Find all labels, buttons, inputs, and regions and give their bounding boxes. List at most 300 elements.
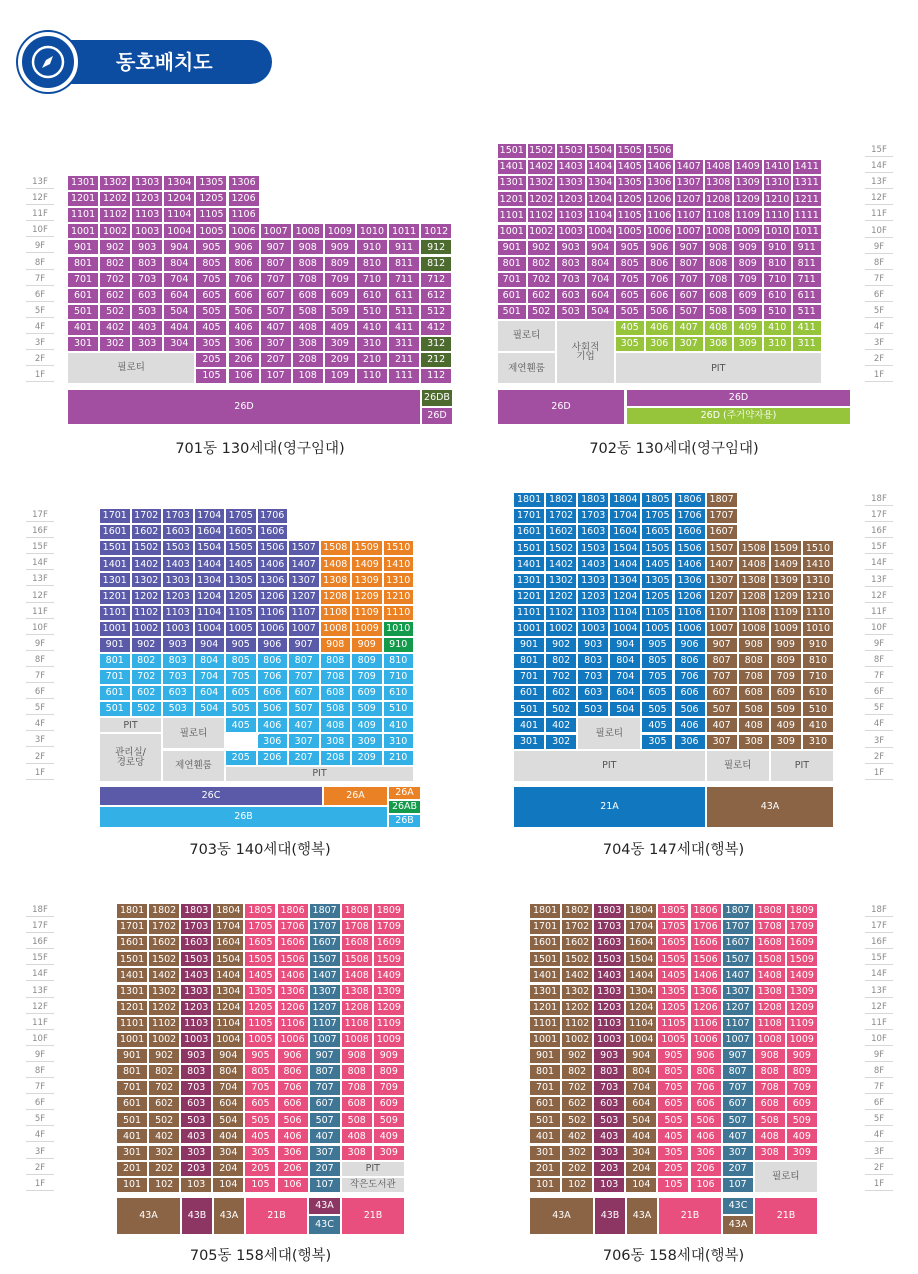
unit-cell: 1609 (786, 935, 818, 951)
unit-cell: 207 (288, 750, 320, 766)
unit-cell: 504 (625, 1112, 657, 1128)
floor-label: 4F (26, 717, 54, 731)
unit-cell: 206 (277, 1161, 309, 1177)
unit-cell: 905 (615, 240, 645, 256)
unit-cell: 1601 (529, 935, 561, 951)
floor-label: 14F (26, 967, 54, 981)
unit-cell: 301 (116, 1145, 148, 1161)
special-block: 43A (706, 786, 834, 828)
unit-cell: 1704 (625, 919, 657, 935)
unit-cell: 703 (180, 1080, 212, 1096)
unit-cell: 1408 (320, 556, 352, 572)
unit-cell: 311 (388, 336, 420, 352)
unit-cell: 105 (244, 1177, 276, 1193)
floor-label: 10F (865, 1032, 893, 1046)
unit-cell: 1207 (288, 589, 320, 605)
special-block: 필로티 (67, 352, 195, 384)
unit-cell: 1706 (277, 919, 309, 935)
unit-cell: 103 (593, 1177, 625, 1193)
unit-cell: 408 (292, 320, 324, 336)
unit-cell: 503 (556, 304, 586, 320)
unit-cell: 1702 (545, 508, 577, 524)
unit-cell: 1608 (754, 935, 786, 951)
unit-cell: 406 (277, 1128, 309, 1144)
unit-cell: 1205 (195, 191, 227, 207)
unit-cell: 1803 (577, 492, 609, 508)
unit-cell: 1406 (674, 556, 706, 572)
unit-cell: 1403 (593, 967, 625, 983)
floor-label: 10F (26, 621, 54, 635)
unit-cell: 1104 (625, 1016, 657, 1032)
special-block: 43A (529, 1197, 594, 1235)
unit-cell: 502 (545, 701, 577, 717)
unit-cell: 602 (99, 288, 131, 304)
unit-cell: 1307 (706, 573, 738, 589)
special-block: 26D (67, 389, 421, 425)
unit-cell: 111 (388, 368, 420, 384)
unit-cell: 701 (529, 1080, 561, 1096)
unit-cell: 407 (288, 717, 320, 733)
unit-cell: 705 (244, 1080, 276, 1096)
unit-cell: 1305 (195, 175, 227, 191)
unit-cell: 502 (99, 304, 131, 320)
unit-cell: 302 (99, 336, 131, 352)
unit-cell: 1205 (615, 191, 645, 207)
unit-cell: 1508 (320, 540, 352, 556)
unit-cell: 304 (625, 1145, 657, 1161)
unit-cell: 1602 (148, 935, 180, 951)
unit-cell: 1305 (641, 573, 673, 589)
unit-cell: 302 (561, 1145, 593, 1161)
unit-cell: 1102 (545, 605, 577, 621)
unit-cell: 312 (420, 336, 452, 352)
unit-cell: 808 (754, 1064, 786, 1080)
unit-cell: 509 (733, 304, 763, 320)
unit-cell: 905 (641, 637, 673, 653)
special-block: 작은도서관 (341, 1177, 405, 1193)
special-block: 43C (722, 1197, 754, 1215)
unit-cell: 205 (195, 352, 227, 368)
unit-cell: 308 (292, 336, 324, 352)
unit-cell: 507 (674, 304, 704, 320)
unit-cell: 504 (609, 701, 641, 717)
unit-cell: 1101 (116, 1016, 148, 1032)
unit-cell: 1308 (341, 984, 373, 1000)
unit-cell: 1102 (527, 207, 557, 223)
unit-cell: 801 (529, 1064, 561, 1080)
unit-cell: 1407 (674, 159, 704, 175)
floor-label: 7F (26, 272, 54, 286)
unit-cell: 409 (373, 1128, 405, 1144)
floor-label: 13F (865, 175, 893, 189)
building-caption: 701동 130세대(영구임대) (175, 441, 345, 457)
unit-cell: 506 (690, 1112, 722, 1128)
unit-cell: 407 (674, 320, 704, 336)
unit-cell: 903 (131, 239, 163, 255)
unit-cell: 1109 (351, 605, 383, 621)
unit-cell: 706 (257, 669, 289, 685)
unit-cell: 902 (561, 1048, 593, 1064)
unit-cell: 1105 (195, 207, 227, 223)
unit-cell: 605 (657, 1096, 689, 1112)
unit-cell: 307 (288, 733, 320, 749)
unit-cell: 1409 (786, 967, 818, 983)
special-block: 43C (308, 1215, 341, 1235)
unit-cell: 1502 (131, 540, 163, 556)
unit-cell: 1207 (674, 191, 704, 207)
unit-cell: 507 (288, 701, 320, 717)
unit-cell: 1006 (277, 1032, 309, 1048)
unit-cell: 1304 (194, 572, 226, 588)
unit-cell: 703 (593, 1080, 625, 1096)
unit-cell: 1807 (309, 903, 341, 919)
unit-cell: 1104 (194, 605, 226, 621)
unit-cell: 1703 (180, 919, 212, 935)
unit-cell: 1001 (497, 224, 527, 240)
unit-cell: 1302 (131, 572, 163, 588)
unit-cell: 510 (356, 304, 388, 320)
unit-cell: 1004 (609, 621, 641, 637)
unit-cell: 503 (577, 701, 609, 717)
unit-cell: 1605 (657, 935, 689, 951)
unit-cell: 203 (180, 1161, 212, 1177)
special-block: PIT (513, 750, 706, 782)
unit-cell: 901 (497, 240, 527, 256)
unit-cell: 809 (770, 653, 802, 669)
unit-cell: 1010 (383, 621, 415, 637)
unit-cell: 708 (738, 669, 770, 685)
unit-cell: 908 (704, 240, 734, 256)
unit-cell: 604 (625, 1096, 657, 1112)
unit-cell: 302 (148, 1145, 180, 1161)
unit-cell: 308 (320, 733, 352, 749)
unit-cell: 1503 (593, 951, 625, 967)
unit-cell: 1202 (148, 1000, 180, 1016)
unit-cell: 1102 (131, 605, 163, 621)
unit-cell: 1008 (754, 1032, 786, 1048)
unit-cell: 202 (561, 1161, 593, 1177)
unit-cell: 602 (527, 288, 557, 304)
unit-cell: 1104 (609, 605, 641, 621)
unit-cell: 1009 (324, 223, 356, 239)
floor-label: 6F (865, 685, 893, 699)
unit-cell: 602 (148, 1096, 180, 1112)
unit-cell: 901 (67, 239, 99, 255)
unit-cell: 702 (527, 272, 557, 288)
unit-cell: 110 (356, 368, 388, 384)
page-title: 동호배치도 (116, 50, 213, 74)
unit-cell: 1203 (593, 1000, 625, 1016)
unit-cell: 1603 (162, 524, 194, 540)
unit-cell: 509 (373, 1112, 405, 1128)
unit-cell: 405 (657, 1128, 689, 1144)
floor-label: 2F (26, 1161, 54, 1175)
unit-cell: 1205 (225, 589, 257, 605)
unit-cell: 1203 (577, 589, 609, 605)
floor-label: 8F (865, 1064, 893, 1078)
floor-label: 7F (865, 1080, 893, 1094)
unit-cell: 1301 (99, 572, 131, 588)
unit-cell: 302 (545, 734, 577, 750)
floor-label: 14F (865, 556, 893, 570)
unit-cell: 310 (356, 336, 388, 352)
unit-cell: 908 (738, 637, 770, 653)
floor-label: 12F (865, 191, 893, 205)
unit-cell: 506 (257, 701, 289, 717)
floor-label: 3F (26, 336, 54, 350)
unit-cell: 409 (351, 717, 383, 733)
unit-cell: 1409 (373, 967, 405, 983)
unit-cell: 1111 (792, 207, 822, 223)
unit-cell: 502 (527, 304, 557, 320)
floor-label: 11F (865, 207, 893, 221)
unit-cell: 1308 (738, 573, 770, 589)
unit-cell: 602 (561, 1096, 593, 1112)
unit-cell: 1305 (615, 175, 645, 191)
unit-cell: 709 (373, 1080, 405, 1096)
unit-cell: 1108 (704, 207, 734, 223)
floor-label: 10F (865, 224, 893, 238)
unit-cell: 1303 (131, 175, 163, 191)
unit-cell: 1108 (341, 1016, 373, 1032)
unit-cell: 802 (561, 1064, 593, 1080)
unit-cell: 1404 (609, 556, 641, 572)
unit-cell: 403 (180, 1128, 212, 1144)
unit-cell: 401 (529, 1128, 561, 1144)
unit-cell: 1204 (194, 589, 226, 605)
unit-cell: 1402 (545, 556, 577, 572)
unit-cell: 1603 (180, 935, 212, 951)
unit-cell: 1605 (641, 524, 673, 540)
unit-cell: 802 (527, 256, 557, 272)
unit-cell: 1601 (513, 524, 545, 540)
unit-cell: 1307 (288, 572, 320, 588)
unit-cell: 101 (116, 1177, 148, 1193)
unit-cell: 1405 (225, 556, 257, 572)
unit-cell: 107 (309, 1177, 341, 1193)
unit-cell: 609 (351, 685, 383, 701)
unit-cell: 709 (786, 1080, 818, 1096)
unit-cell: 606 (257, 685, 289, 701)
unit-cell: 711 (792, 272, 822, 288)
unit-cell: 705 (641, 669, 673, 685)
unit-cell: 1010 (356, 223, 388, 239)
unit-cell: 805 (615, 256, 645, 272)
unit-cell: 609 (786, 1096, 818, 1112)
floor-label: 15F (26, 540, 54, 554)
unit-cell: 1007 (288, 621, 320, 637)
unit-cell: 701 (497, 272, 527, 288)
floor-label: 10F (865, 621, 893, 635)
unit-cell: 1507 (309, 951, 341, 967)
unit-cell: 703 (577, 669, 609, 685)
unit-cell: 403 (593, 1128, 625, 1144)
unit-cell: 1407 (706, 556, 738, 572)
unit-cell: 1109 (786, 1016, 818, 1032)
unit-cell: 1109 (373, 1016, 405, 1032)
unit-cell: 1206 (257, 589, 289, 605)
unit-cell: 701 (99, 669, 131, 685)
unit-cell: 1404 (625, 967, 657, 983)
unit-cell: 208 (320, 750, 352, 766)
unit-cell: 910 (802, 637, 834, 653)
unit-cell: 1305 (244, 984, 276, 1000)
unit-cell: 407 (706, 717, 738, 733)
unit-cell: 1110 (802, 605, 834, 621)
unit-cell: 808 (738, 653, 770, 669)
unit-cell: 1807 (722, 903, 754, 919)
unit-cell: 502 (148, 1112, 180, 1128)
unit-cell: 901 (513, 637, 545, 653)
unit-cell: 808 (704, 256, 734, 272)
unit-cell: 1503 (180, 951, 212, 967)
unit-cell: 901 (116, 1048, 148, 1064)
unit-cell: 1001 (67, 223, 99, 239)
unit-cell: 705 (657, 1080, 689, 1096)
unit-cell: 803 (162, 653, 194, 669)
unit-cell: 1501 (116, 951, 148, 967)
special-block: 21B (341, 1197, 405, 1235)
unit-cell: 1206 (690, 1000, 722, 1016)
unit-cell: 402 (99, 320, 131, 336)
unit-cell: 506 (645, 304, 675, 320)
unit-cell: 304 (163, 336, 195, 352)
unit-cell: 1301 (529, 984, 561, 1000)
floor-label: 1F (26, 766, 54, 780)
unit-cell: 610 (383, 685, 415, 701)
unit-cell: 609 (373, 1096, 405, 1112)
special-block: 26D (626, 389, 851, 407)
unit-cell: 510 (802, 701, 834, 717)
unit-cell: 1007 (674, 224, 704, 240)
unit-cell: 1206 (277, 1000, 309, 1016)
unit-cell: 601 (497, 288, 527, 304)
unit-cell: 306 (690, 1145, 722, 1161)
unit-cell: 1604 (194, 524, 226, 540)
unit-cell: 1106 (674, 605, 706, 621)
unit-cell: 803 (593, 1064, 625, 1080)
unit-cell: 1501 (497, 143, 527, 159)
unit-cell: 301 (529, 1145, 561, 1161)
unit-cell: 403 (131, 320, 163, 336)
unit-cell: 105 (657, 1177, 689, 1193)
unit-cell: 1005 (244, 1032, 276, 1048)
floor-label: 5F (865, 701, 893, 715)
unit-cell: 1405 (641, 556, 673, 572)
unit-cell: 505 (225, 701, 257, 717)
unit-cell: 803 (556, 256, 586, 272)
unit-cell: 504 (194, 701, 226, 717)
unit-cell: 1405 (615, 159, 645, 175)
unit-cell: 510 (763, 304, 793, 320)
unit-cell: 209 (351, 750, 383, 766)
special-block: 26B (99, 806, 388, 828)
unit-cell: 407 (309, 1128, 341, 1144)
unit-cell: 404 (625, 1128, 657, 1144)
unit-cell: 1501 (529, 951, 561, 967)
unit-cell: 408 (704, 320, 734, 336)
unit-cell: 1704 (609, 508, 641, 524)
unit-cell: 909 (324, 239, 356, 255)
special-block: 43B (594, 1197, 626, 1235)
unit-cell: 511 (792, 304, 822, 320)
unit-cell: 1606 (257, 524, 289, 540)
unit-cell: 811 (388, 256, 420, 272)
unit-cell: 507 (309, 1112, 341, 1128)
unit-cell: 411 (388, 320, 420, 336)
unit-cell: 802 (131, 653, 163, 669)
unit-cell: 207 (309, 1161, 341, 1177)
unit-cell: 309 (786, 1145, 818, 1161)
unit-cell: 1306 (257, 572, 289, 588)
unit-cell: 608 (754, 1096, 786, 1112)
unit-cell: 1102 (99, 207, 131, 223)
unit-cell: 708 (704, 272, 734, 288)
unit-cell: 1110 (763, 207, 793, 223)
unit-cell: 1408 (754, 967, 786, 983)
unit-cell: 1406 (645, 159, 675, 175)
unit-cell: 1608 (341, 935, 373, 951)
unit-cell: 802 (99, 256, 131, 272)
floor-label: 3F (865, 734, 893, 748)
unit-cell: 706 (674, 669, 706, 685)
unit-cell: 601 (513, 685, 545, 701)
unit-cell: 1103 (593, 1016, 625, 1032)
unit-cell: 508 (738, 701, 770, 717)
unit-cell: 1701 (529, 919, 561, 935)
unit-cell: 1302 (148, 984, 180, 1000)
unit-cell: 1009 (733, 224, 763, 240)
unit-cell: 904 (625, 1048, 657, 1064)
unit-cell: 507 (706, 701, 738, 717)
unit-cell: 201 (529, 1161, 561, 1177)
unit-cell: 209 (324, 352, 356, 368)
unit-cell: 1304 (163, 175, 195, 191)
unit-cell: 702 (148, 1080, 180, 1096)
unit-cell: 1510 (802, 540, 834, 556)
unit-cell: 207 (722, 1161, 754, 1177)
unit-cell: 1105 (244, 1016, 276, 1032)
unit-cell: 1001 (513, 621, 545, 637)
unit-cell: 1201 (99, 589, 131, 605)
special-block: 43B (181, 1197, 213, 1235)
unit-cell: 1804 (609, 492, 641, 508)
special-block: 필로티 (497, 320, 556, 352)
unit-cell: 707 (288, 669, 320, 685)
unit-cell: 907 (674, 240, 704, 256)
unit-cell: 1202 (131, 589, 163, 605)
unit-cell: 504 (586, 304, 616, 320)
unit-cell: 104 (212, 1177, 244, 1193)
unit-cell: 1705 (641, 508, 673, 524)
unit-cell: 802 (545, 653, 577, 669)
unit-cell: 601 (99, 685, 131, 701)
unit-cell: 1801 (513, 492, 545, 508)
unit-cell: 1502 (527, 143, 557, 159)
floor-label: 16F (865, 935, 893, 949)
unit-cell: 1509 (770, 540, 802, 556)
unit-cell: 1507 (288, 540, 320, 556)
unit-cell: 1201 (67, 191, 99, 207)
unit-cell: 1409 (351, 556, 383, 572)
unit-cell: 704 (625, 1080, 657, 1096)
unit-cell: 1404 (194, 556, 226, 572)
unit-cell: 1803 (593, 903, 625, 919)
floor-label: 11F (865, 1016, 893, 1030)
unit-cell: 511 (388, 304, 420, 320)
unit-cell: 501 (497, 304, 527, 320)
unit-cell: 1109 (733, 207, 763, 223)
